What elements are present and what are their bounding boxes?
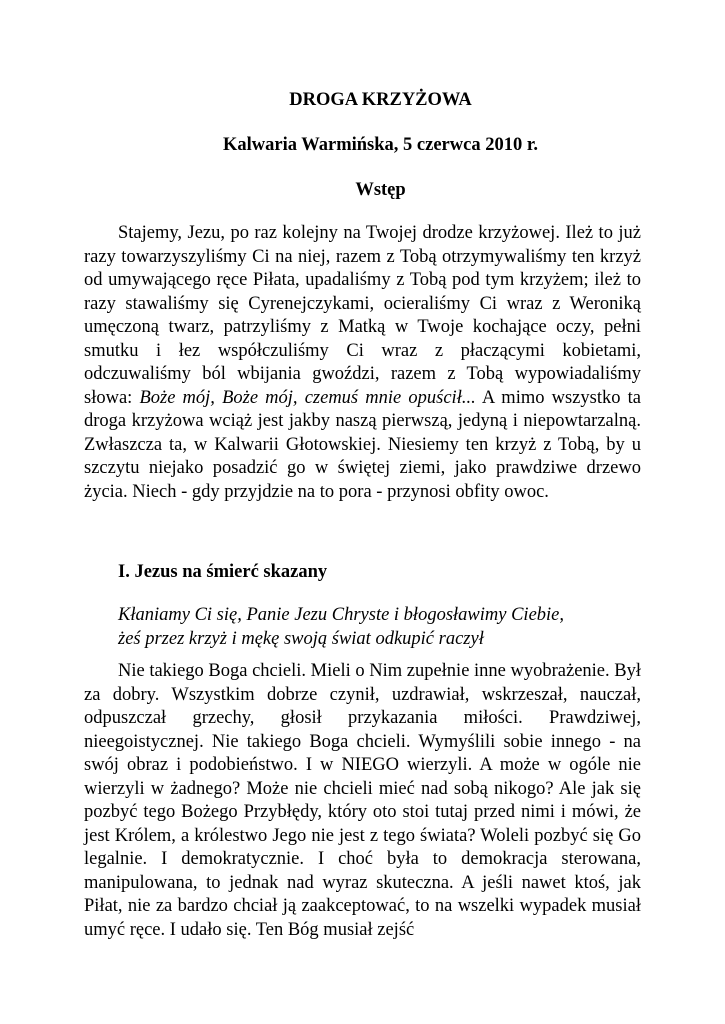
document-subtitle: Kalwaria Warmińska, 5 czerwca 2010 r.	[223, 135, 538, 155]
station-1-paragraph: Nie takiego Boga chcieli. Mieli o Nim zupełnie inne wyobrażenie. Był za dobry. Wszystkim dobrze czynił, uzdrawiał, wskrzeszał, nauczał, odpuszczał grzechy, głosił przykazania miłości. Prawdziwej, nieegoistycznej. Nie takiego Boga chcieli. Wymyślili sobie innego - na swój obraz i podobieństwo. I w NIEGO wierzyli. A może w ogóle nie wierzyli w żadnego? Może nie chcieli mieć nad sobą nikogo? Ale jak się pozbyć tego Bożego Przybłędy, który oto stoi tutaj przed nimi i mówi, że jest Królem, a królestwo Jego nie jest z tego świata? Woleli pozbyć się Go legalnie. I demokratycznie. I choć była to demokracja sterowana, manipulowana, to jednak nad wyraz skuteczna. A jeśli nawet ktoś, jak Piłat, nie za bardzo chciał ją zaakceptować, to na wszelki wypadek musiał umyć ręce. I udało się. Ten Bóg musiał zejść	[84, 661, 641, 940]
intro-paragraph	[84, 222, 641, 504]
intro-text-part1: Stajemy, Jezu, po raz kolejny na Twojej drodze krzyżowej. Ileż to już razy towarzyszyliśmy Ci na niej, razem z Tobą otrzymywaliśmy ten krzyż od umywającego ręce Piłata, upadaliśmy z Tobą pod tym krzyżem; ileż to razy stawaliśmy się Cyrenejczykami, ocieraliśmy Ci wraz z Weroniką umęczoną twarz, patrzyliśmy z Matką w Twoje kochające oczy, pełni smutku i łez współczuliśmy Ci wraz z płaczącymi kobietami, odczuwaliśmy ból wbijania gwoździ, razem z Tobą wypowiadaliśmy słowa:	[84, 223, 641, 408]
station-1-heading: I. Jezus na śmierć skazany	[118, 562, 328, 582]
intro-heading: Wstęp	[355, 180, 406, 200]
intro-text-part2: A mimo wszystko ta droga krzyżowa wciąż jest jakby naszą pierwszą, jedyną i niepowtarzalną. Zwłaszcza ta, w Kalwarii Głotowskiej. Niesiemy ten krzyż z Tobą, by u szczytu niejako posadzić go w świętej ziemi, jako prawdziwe drzewo życia. Niech - gdy przyjdzie na to pora - przynosi obfity owoc.	[84, 387, 641, 502]
prayer-line-1: Kłaniamy Ci się, Panie Jezu Chryste i błogosławimy Ciebie,	[118, 605, 565, 625]
prayer-line-2: żeś przez krzyż i mękę swoją świat odkupić raczył	[118, 628, 484, 649]
station-1-prayer	[118, 604, 638, 651]
document-title: DROGA KRZYŻOWA	[289, 90, 472, 110]
intro-quote: Boże mój, Boże mój, czemuś mnie opuścił...	[139, 387, 476, 408]
